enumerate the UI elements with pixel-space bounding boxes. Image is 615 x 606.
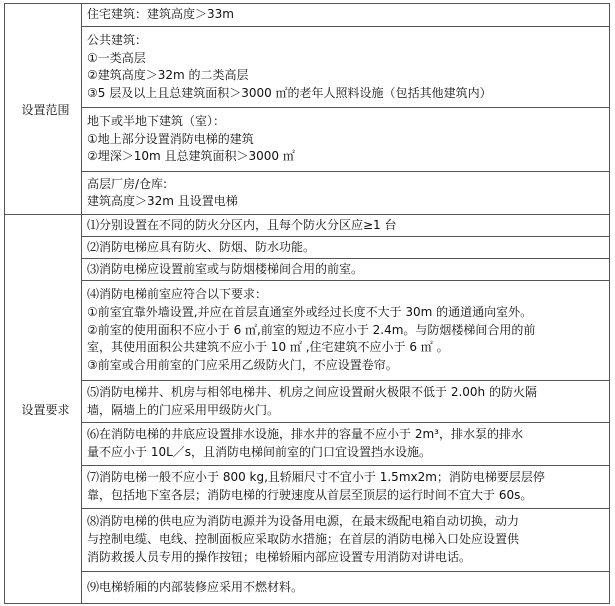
scope-row <box>5 108 610 172</box>
requirement-row <box>5 423 610 466</box>
scope-line: ②建筑高度＞32m 的二类高层 <box>87 68 249 82</box>
requirement-item <box>82 381 610 423</box>
requirement-item <box>82 509 610 572</box>
requirement-line: ⑹在消防电梯的井底应设置排水设施，排水井的容量不应小于 2m³，排水泵的排水 <box>87 427 523 442</box>
requirement-line: ⑻消防电梯的供电应为消防电源并为设备用电源，在最末级配电箱自动切换，动力 <box>87 514 520 529</box>
scope-line: 建筑高度＞32m 且设置电梯 <box>87 194 238 208</box>
requirement-line: 与控制电缆、电线、控制面板应采取防水措施；在首层的消防电梯入口处应设置供 <box>87 532 520 547</box>
requirement-item <box>82 215 610 237</box>
requirement-line: ⑸消防电梯井、机房与相邻电梯井、机房之间应设置耐火极限不低于 2.00h 的防火隔 <box>87 384 537 399</box>
scope-line: ①一类高层 <box>87 50 146 65</box>
scope-public-cell <box>82 27 610 108</box>
requirement-item <box>82 466 610 509</box>
requirement-line: ⑴分别设置在不同的防火分区内，且每个防火分区应≥1 台 <box>87 217 397 232</box>
requirement-line: 墙，隔墙上的门应采用甲级防火门。 <box>87 402 280 417</box>
requirement-line: 靠，包括地下室各层；消防电梯的行驶速度从首层至顶层的运行时间不宜大于 60s。 <box>87 488 533 502</box>
requirement-line: 量不应小于 10L／s，且消防电梯间前室的门口宜设置挡水设施。 <box>87 445 432 459</box>
requirement-item <box>82 281 610 381</box>
scope-row <box>5 27 610 108</box>
requirement-row <box>5 259 610 281</box>
scope-line: ②埋深＞10m 且总建筑面积＞3000 ㎡ <box>87 149 295 164</box>
scope-row <box>5 4 610 27</box>
scope-underground-cell <box>82 108 610 172</box>
requirement-line: 室，其使用面积公共建筑不应小于 10 ㎡ ,住宅建筑不应小于 6 ㎡ 。 <box>87 340 449 355</box>
requirement-row <box>5 215 610 237</box>
requirement-row <box>5 466 610 509</box>
scope-factory-cell <box>82 172 610 215</box>
scope-line: ①地上部分设置消防电梯的建筑 <box>87 131 254 146</box>
requirement-line: ①前室宜靠外墙设置,并应在首层直通室外或经过长度不大于 30m 的通道通向室外。 <box>87 304 533 319</box>
requirement-item <box>82 423 610 466</box>
requirement-line: ⑶消防电梯应设置前室或与防烟楼梯间合用的前室。 <box>87 261 364 276</box>
scope-line: ③5 层及以上且总建筑面积＞3000 ㎡的老年人照料设施（包括其他建筑内） <box>87 85 492 100</box>
requirement-item <box>82 572 610 604</box>
scope-row <box>5 172 610 215</box>
scope-residential-cell <box>82 4 610 27</box>
requirement-line: ⑺消防电梯一般不应小于 800 kg,且轿厢尺寸不宜小于 1.5mx2m；消防电梯要层层停 <box>87 470 545 485</box>
requirements-category-label: 设置要求 <box>5 215 82 604</box>
requirement-line: 消防救援人员专用的操作按钮；电梯轿厢内部应设置专用消防对讲电话。 <box>87 549 472 564</box>
scope-line: 住宅建筑：建筑高度＞33m <box>87 7 234 22</box>
requirement-item <box>82 259 610 281</box>
requirement-row <box>5 281 610 381</box>
requirement-item <box>82 237 610 259</box>
scope-line: 地下或半地下建筑（室）： <box>87 114 226 129</box>
scope-line: 高层厂房/仓库: <box>87 176 168 191</box>
fire-elevator-spec-table <box>4 3 610 604</box>
scope-category-label: 设置范围 <box>5 4 82 215</box>
requirement-row <box>5 381 610 423</box>
requirement-row <box>5 572 610 604</box>
requirement-row <box>5 509 610 572</box>
scope-line: 公共建筑： <box>87 33 148 47</box>
requirement-line: ③前室或合用前室的门应采用乙级防火门，不应设置卷帘。 <box>87 358 398 373</box>
requirement-line: ⑵消防电梯应具有防火、防烟、防水功能。 <box>87 239 316 254</box>
requirement-line: ②前室的使用面积不应小于 6 ㎡,前室的短边不应小于 2.4m。与防烟楼梯间合用的前 <box>87 322 536 337</box>
requirement-line: ⑷消防电梯前室应符合以下要求： <box>87 287 268 301</box>
requirement-row <box>5 237 610 259</box>
requirement-line: ⑼电梯轿厢的内部装修应采用不燃材料。 <box>87 579 304 594</box>
